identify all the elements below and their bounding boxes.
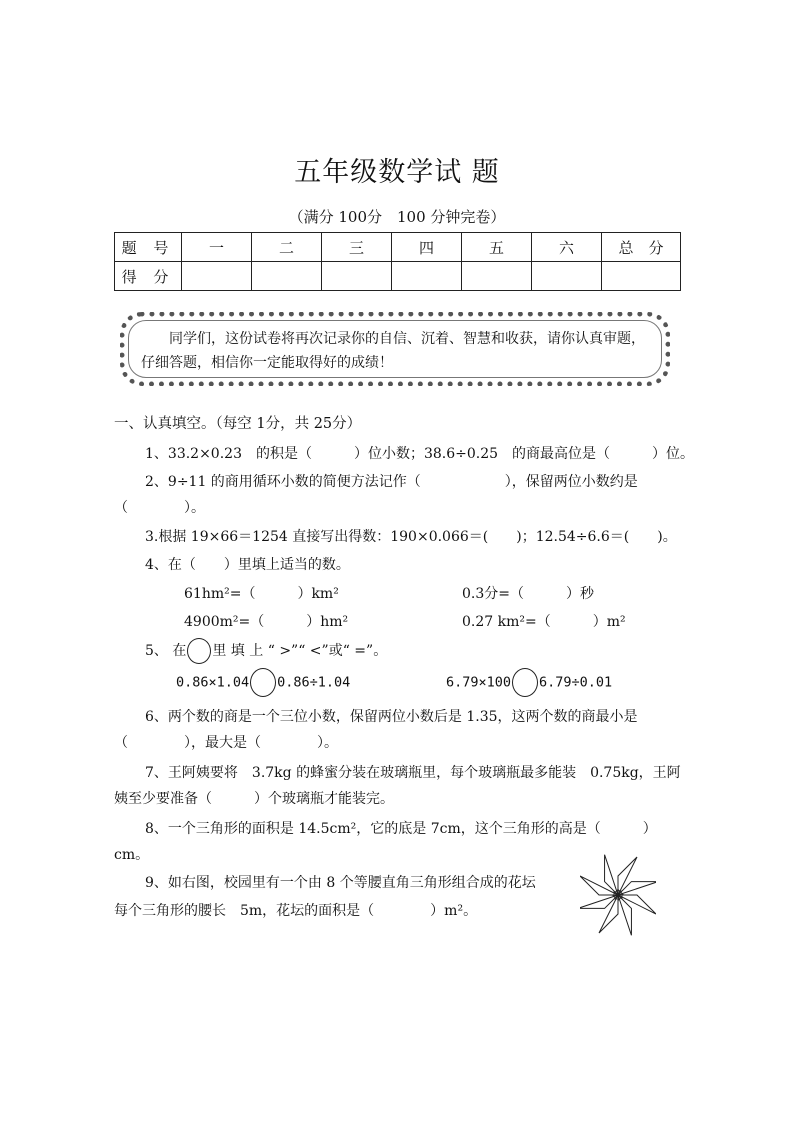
score-header-cell: 五 — [462, 233, 532, 262]
q5b-right: 6.79÷0.01 — [539, 674, 613, 691]
score-input-cell[interactable] — [462, 262, 532, 291]
score-row-label: 得 分 — [115, 262, 182, 291]
score-table-score-row — [115, 262, 681, 291]
question-5-prefix: 5、 在 — [145, 643, 187, 659]
score-table-header-row — [115, 233, 681, 262]
question-5 — [145, 638, 387, 664]
score-header-cell: 六 — [532, 233, 602, 262]
notice-text: 同学们，这份试卷将再次记录你的自信、沉着、智慧和收获，请你认真审题，仔细答题，相信你一定能取得好的成绩！ — [141, 331, 645, 371]
score-input-cell[interactable] — [532, 262, 602, 291]
exam-title: 五年级数学试 题 — [294, 157, 500, 188]
question-6-line-2: （ ），最大是（ ）。 — [114, 735, 338, 751]
pinwheel-flowerbed-figure — [580, 852, 656, 938]
question-2-line-1: 2、9÷11 的商用循环小数的简便方法记作（ ），保留两位小数约是 — [145, 474, 638, 490]
question-4: 4、在（ ）里填上适当的数。 — [145, 557, 350, 573]
q5a-right: 0.86÷1.04 — [277, 674, 351, 691]
question-4d: 0.27 km²=（ ）m² — [462, 614, 626, 630]
score-header-cell: 三 — [322, 233, 392, 262]
question-2-line-2: （ ）。 — [114, 500, 205, 516]
compare-circle-icon — [187, 638, 211, 664]
notice-box — [120, 312, 670, 386]
score-header-cell: 总 分 — [602, 233, 681, 262]
exam-subtitle: （满分 100分 100 分钟完卷） — [288, 208, 506, 226]
score-header-cell: 一 — [182, 233, 252, 262]
score-header-cell: 题 号 — [115, 233, 182, 262]
q5b-answer-circle[interactable] — [512, 668, 538, 697]
score-table — [114, 232, 681, 291]
question-6-line-1: 6、两个数的商是一个三位小数，保留两位小数后是 1.35，这两个数的商最小是 — [145, 709, 638, 725]
section-heading: 一、认真填空。（每空 1分，共 25分） — [114, 416, 362, 432]
question-7-line-1: 7、王阿姨要将 3.7kg 的蜂蜜分装在玻璃瓶里，每个玻璃瓶最多能装 0.75kg，王阿 — [145, 765, 681, 781]
score-input-cell[interactable] — [602, 262, 681, 291]
q5a-left: 0.86×1.04 — [176, 674, 250, 691]
question-4a: 61hm²=（ ）km² — [184, 586, 339, 602]
score-input-cell[interactable] — [322, 262, 392, 291]
question-4b: 0.3分=（ ）秒 — [462, 586, 594, 602]
q5b-left: 6.79×100 — [446, 674, 512, 691]
score-input-cell[interactable] — [252, 262, 322, 291]
q5a-answer-circle[interactable] — [250, 668, 276, 697]
question-7-line-2: 姨至少要准备（ ）个玻璃瓶才能装完。 — [114, 791, 394, 807]
question-1: 1、33.2×0.23 的积是（ ）位小数；38.6÷0.25 的商最高位是（ ）位。 — [145, 446, 695, 462]
question-5-suffix: 里 填 上 “ >”“ <”或“ =”。 — [212, 643, 388, 659]
question-4c: 4900m²=（ ）hm² — [184, 614, 349, 630]
score-header-cell: 四 — [392, 233, 462, 262]
question-3: 3.根据 19×66＝1254 直接写出得数：190×0.066＝( )；12.54÷6.6＝( )。 — [145, 529, 677, 545]
question-5a — [176, 668, 350, 697]
question-5b — [446, 668, 612, 697]
score-input-cell[interactable] — [182, 262, 252, 291]
question-9-line-2: 每个三角形的腰长 5m，花坛的面积是（ ）m²。 — [114, 903, 478, 919]
score-header-cell: 二 — [252, 233, 322, 262]
question-8-line-1: 8、一个三角形的面积是 14.5cm²，它的底是 7cm，这个三角形的高是（ ） — [145, 821, 657, 837]
question-9-line-1: 9、如右图，校园里有一个由 8 个等腰直角三角形组合成的花坛 — [145, 875, 536, 891]
question-8-line-2: cm。 — [114, 847, 150, 863]
score-input-cell[interactable] — [392, 262, 462, 291]
